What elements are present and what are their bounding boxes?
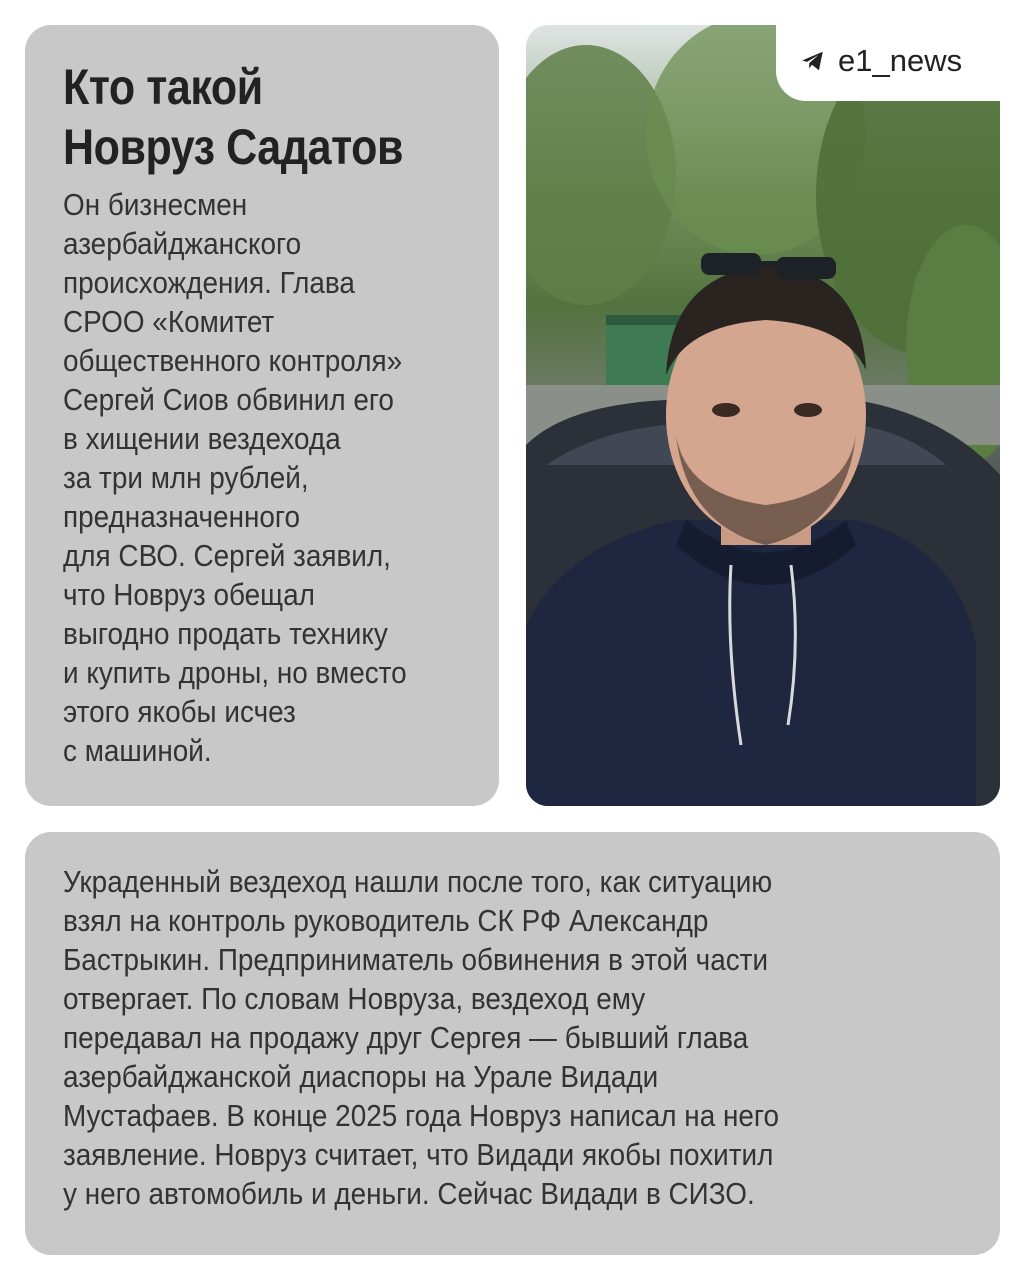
description-line: предназначенного (63, 499, 300, 534)
description-line: СРОО «Комитет (63, 304, 275, 339)
description-line: и купить дроны, но вместо (63, 655, 407, 690)
story-line: азербайджанской диаспоры на Урале Видади (63, 1059, 659, 1094)
story-text (63, 862, 963, 1213)
description-line: с машиной. (63, 733, 212, 768)
description-line: для СВО. Сергей заявил, (63, 538, 391, 573)
story-line: Украденный вездеход нашли после того, как ситуацию (63, 864, 773, 899)
description-line: происхождения. Глава (63, 265, 355, 300)
story-line: заявление. Новруз считает, что Видади якобы похитил (63, 1137, 774, 1172)
description-line: Он бизнесмен (63, 187, 248, 222)
story-line: взял на контроль руководитель СК РФ Александр (63, 903, 709, 938)
portrait-illustration (526, 25, 1000, 806)
description-line: что Новруз обещал (63, 577, 315, 612)
story-card (25, 832, 1000, 1255)
story-line: Бастрыкин. Предприниматель обвинения в этой части (63, 942, 769, 977)
portrait-photo (526, 25, 1000, 806)
headline (63, 57, 476, 177)
description-line: общественного контроля» (63, 343, 403, 378)
telegram-icon (800, 48, 826, 74)
story-line: у него автомобиль и деньги. Сейчас Видади в СИЗО. (63, 1176, 755, 1211)
description-line: в хищении вездехода (63, 421, 341, 456)
description-line: Сергей Сиов обвинил его (63, 382, 394, 417)
description (63, 185, 486, 770)
description-line: азербайджанского (63, 226, 302, 261)
description-line: за три млн рублей, (63, 460, 309, 495)
channel-tag[interactable] (776, 25, 1000, 101)
headline-line-2: Новруз Садатов (63, 119, 403, 175)
description-line: выгодно продать технику (63, 616, 388, 651)
story-line: отвергает. По словам Новруза, вездеход ему (63, 981, 646, 1016)
description-line: этого якобы исчез (63, 694, 296, 729)
story-line: передавал на продажу друг Сергея — бывший глава (63, 1020, 749, 1055)
info-card (25, 25, 499, 806)
headline-line-1: Кто такой (63, 59, 263, 115)
channel-handle: e1_news (838, 43, 963, 78)
story-line: Мустафаев. В конце 2025 года Новруз написал на него (63, 1098, 779, 1133)
